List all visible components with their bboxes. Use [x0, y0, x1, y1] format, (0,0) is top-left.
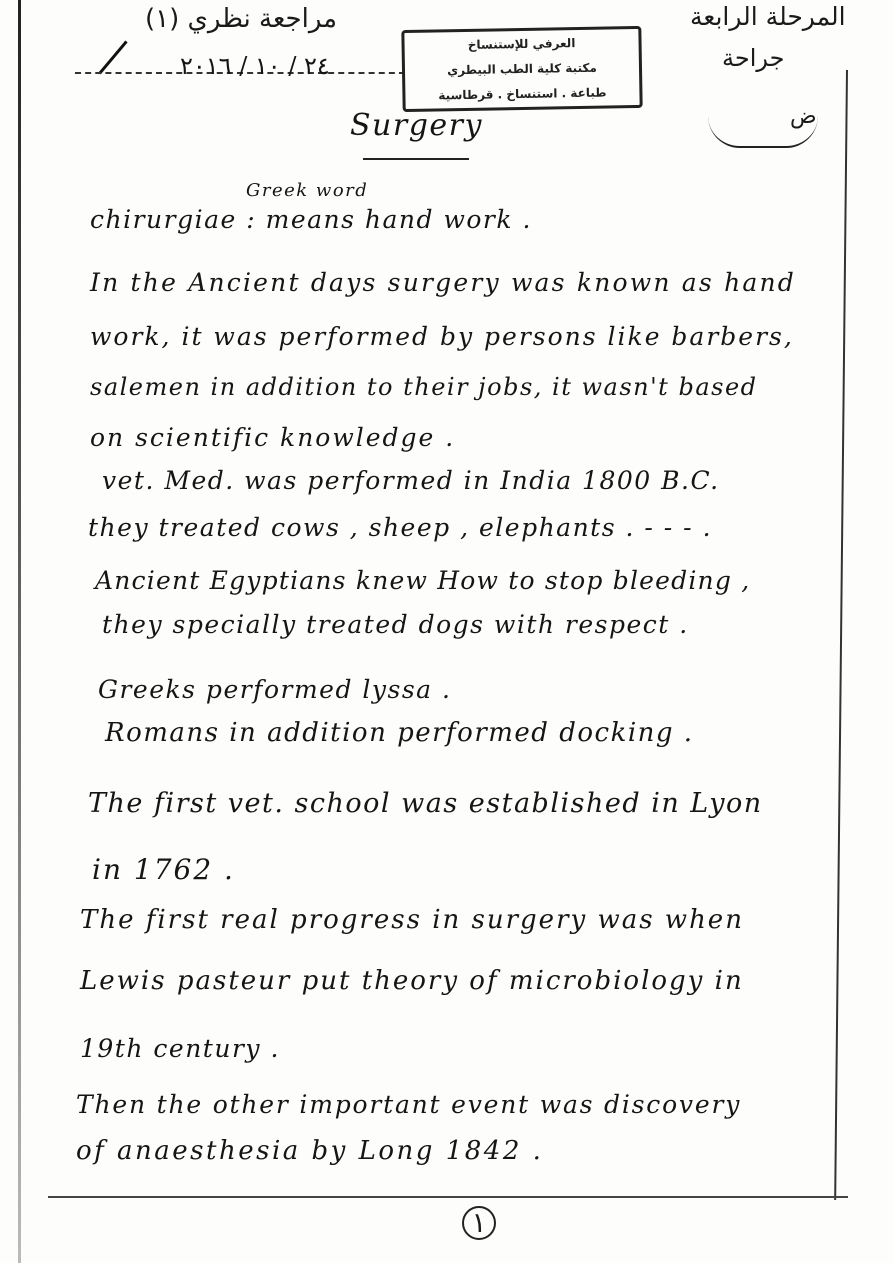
note-line: vet. Med. was performed in India 1800 B.C.	[102, 466, 720, 495]
library-stamp	[401, 26, 642, 112]
note-line: Then the other important event was discovery	[76, 1090, 742, 1119]
note-line: The first real progress in surgery was when	[80, 905, 744, 935]
stamp-line-3: طباعة . استنساخ . قرطاسية	[438, 85, 607, 103]
arabic-review-title: مراجعة نظري (١)	[145, 4, 338, 34]
note-line: chirurgiae : means hand work .	[90, 205, 532, 234]
page-right-border	[834, 70, 848, 1200]
page-left-edge	[18, 0, 21, 1263]
stamp-line-1: العرفي للإستنساخ	[467, 36, 576, 52]
note-line: salemen in addition to their jobs, it wasn't based	[90, 373, 758, 401]
note-line: work, it was performed by persons like barbers,	[90, 322, 794, 351]
note-line: they specially treated dogs with respect .	[102, 610, 689, 639]
page-bottom-border	[48, 1196, 848, 1198]
note-line: The first vet. school was established in Lyon	[88, 788, 763, 819]
title-underline	[363, 158, 469, 160]
note-line: Greeks performed lyssa .	[98, 675, 452, 704]
corner-mark-stroke	[708, 116, 818, 148]
note-line: In the Ancient days surgery was known as hand	[90, 268, 796, 297]
handwritten-date: ٢٤ / ١٠ / ٢٠١٦	[180, 52, 330, 80]
page-number: ١	[462, 1206, 496, 1240]
greek-word-annotation: Greek word	[246, 180, 369, 201]
corner-mark: ض	[790, 104, 817, 129]
note-line: of anaesthesia by Long 1842 .	[76, 1136, 544, 1166]
pen-slash-mark	[98, 40, 127, 74]
subject-label: جراحة	[722, 44, 785, 72]
note-line: they treated cows , sheep , elephants . - - - .	[88, 513, 713, 542]
note-line: Lewis pasteur put theory of microbiology in	[80, 966, 744, 996]
note-line: 19th century .	[80, 1034, 280, 1063]
note-line: Ancient Egyptians knew How to stop bleeding ,	[95, 566, 751, 595]
note-line: Romans in addition performed docking .	[105, 718, 694, 748]
note-line: on scientific knowledge .	[90, 423, 456, 452]
page-title: Surgery	[350, 108, 483, 143]
stage-label: المرحلة الرابعة	[690, 2, 846, 31]
note-line: in 1762 .	[92, 853, 235, 886]
stamp-line-2: مكتبة كلية الطب البيطري	[447, 60, 597, 78]
